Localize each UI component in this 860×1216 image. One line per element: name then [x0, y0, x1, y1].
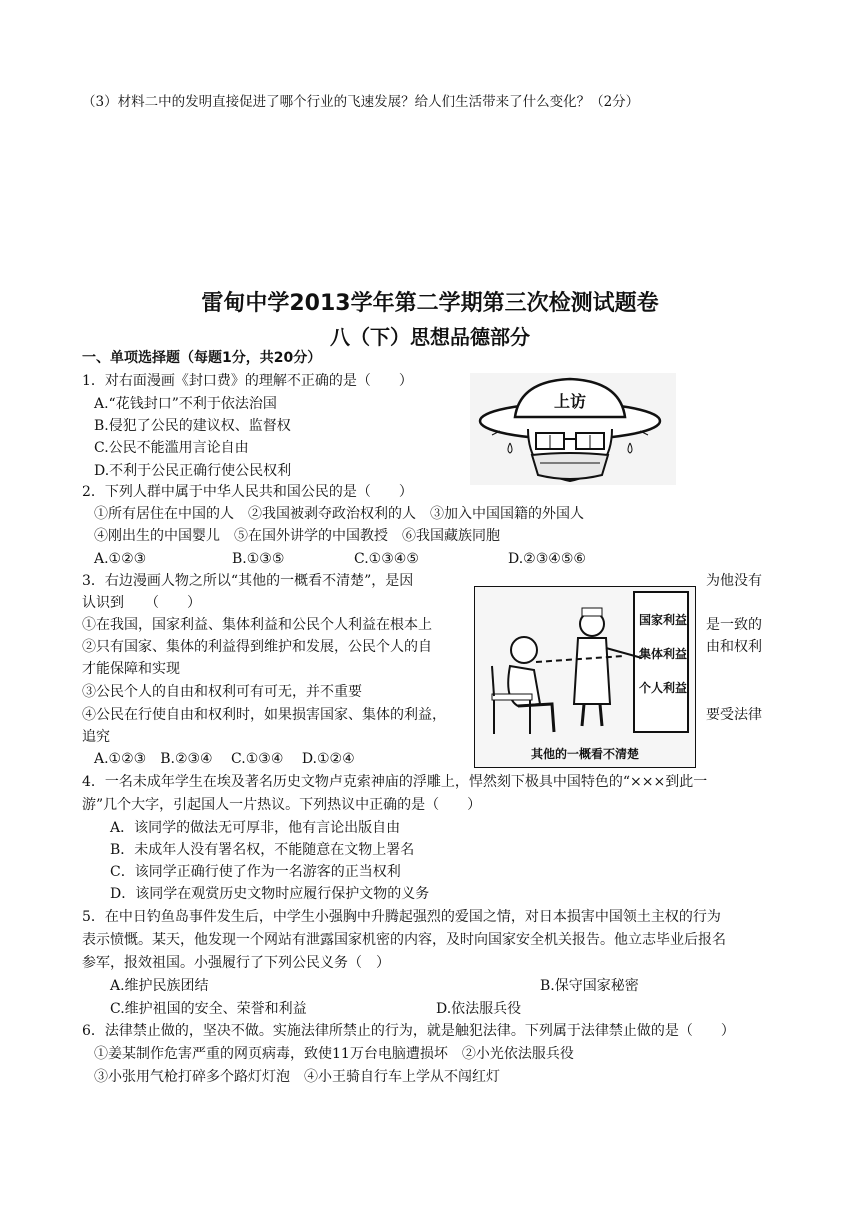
q5-stem-line2: 表示愤慨。某天，他发现一个网站有泄露国家机密的内容，及时向国家安全机关报告。他立志毕业后报名 [82, 932, 726, 948]
q5-option-c: C.维护祖国的安全、荣誉和利益 [110, 1001, 307, 1017]
q3-item2: ②只有国家、集体的利益得到维护和发展，公民个人的自 [82, 639, 432, 655]
q1-option-a: A.“花钱封口”不利于依法治国 [94, 396, 277, 412]
exam-subtitle: 八（下）思想品德部分 [330, 325, 530, 349]
q3-item2-cont: 才能保障和实现 [82, 661, 180, 677]
q3-stem: 3．右边漫画人物之所以“其他的一概看不清楚”，是因 [82, 573, 414, 589]
q3-item4-cont: 追究 [82, 729, 110, 745]
cartoon-caption: 其他的一概看不清楚 [530, 747, 640, 761]
q3-item4: ④公民在行使自由和权利时，如果损害国家、集体的利益， [82, 707, 446, 723]
q3-item1-right: 是一致的 [706, 617, 762, 633]
q2-option-b: B.①③⑤ [232, 551, 285, 567]
cartoon-interests [474, 586, 696, 768]
q4-stem-line2: 游”几个大字，引起国人一片热议。下列热议中正确的是（ ） [82, 797, 482, 813]
q6-items-line1: ①姜某制作危害严重的网页病毒，致使11万台电脑遭损坏 ②小光依法服兵役 [94, 1046, 574, 1062]
q2-option-a: A.①②③ [94, 551, 147, 567]
board-word-personal: 个人利益 [639, 681, 688, 695]
q5-stem-line1: 5．在中日钓鱼岛事件发生后，中学生小强胸中升腾起强烈的爱国之情，对日本损害中国领土主权的行为 [82, 909, 721, 925]
q4-option-d: D．该同学在观赏历史文物时应履行保护文物的义务 [110, 886, 430, 902]
q2-stem: 2．下列人群中属于中华人民共和国公民的是（ ） [82, 484, 413, 500]
q5-option-b: B.保守国家秘密 [540, 978, 639, 994]
q5-stem-line3: 参军，报效祖国。小强履行了下列公民义务（ ） [82, 955, 390, 971]
cartoon-hush-money [470, 373, 676, 485]
q3-stem-cont: 认识到 （ ） [82, 595, 201, 611]
q1-option-b: B.侵犯了公民的建议权、监督权 [94, 418, 291, 434]
q6-items-line2: ③小张用气枪打碎多个路灯灯泡 ④小王骑自行车上学从不闯红灯 [94, 1069, 500, 1085]
board-word-collective: 集体利益 [639, 647, 688, 661]
q1-stem: 1．对右面漫画《封口费》的理解不正确的是（ ） [82, 373, 413, 389]
q3-options: A.①②③ B.②③④ C.①③④ D.①②④ [94, 751, 355, 767]
q3-item4-right: 要受法律 [706, 707, 762, 723]
q5-option-d: D.依法服兵役 [436, 1001, 522, 1017]
q1-option-c: C.公民不能滥用言论自由 [94, 440, 249, 456]
q4-option-a: A．该同学的做法无可厚非，他有言论出版自由 [110, 820, 401, 836]
q2-option-d: D.②③④⑤⑥ [508, 551, 586, 567]
q4-stem-line1: 4．一名未成年学生在埃及著名历史文物卢克索神庙的浮雕上，悍然刻下极具中国特色的“×××到此一 [82, 774, 708, 790]
q2-items-line2: ④刚出生的中国婴儿 ⑤在国外讲学的中国教授 ⑥我国藏族同胞 [94, 528, 500, 544]
q1-option-d: D.不利于公民正确行使公民权利 [94, 463, 292, 479]
q4-option-c: C．该同学正确行使了作为一名游客的正当权利 [110, 864, 401, 880]
q3-stem-right: 为他没有 [706, 573, 762, 589]
q5-option-a: A.维护民族团结 [110, 978, 209, 994]
q4-option-b: B．未成年人没有署名权，不能随意在文物上署名 [110, 842, 415, 858]
exam-title: 雷甸中学2013学年第二学期第三次检测试题卷 [201, 291, 659, 316]
q2-option-c: C.①③④⑤ [354, 551, 419, 567]
carryover-question: （3）材料二中的发明直接促进了哪个行业的飞速发展？给人们生活带来了什么变化？（2分） [82, 94, 640, 110]
q3-item1: ①在我国，国家利益、集体利益和公民个人利益在根本上 [82, 617, 432, 633]
q6-stem: 6．法律禁止做的，坚决不做。实施法律所禁止的行为，就是触犯法律。下列属于法律禁止做的是（ ） [82, 1023, 735, 1039]
board-word-national: 国家利益 [639, 613, 688, 627]
cartoon-hat-text: 上访 [554, 392, 587, 411]
section-heading: 一、单项选择题（每题1分，共20分） [82, 350, 322, 366]
q3-item3: ③公民个人的自由和权利可有可无，并不重要 [82, 684, 362, 700]
q2-items-line1: ①所有居住在中国的人 ②我国被剥夺政治权利的人 ③加入中国国籍的外国人 [94, 506, 584, 522]
q3-item2-right: 由和权利 [706, 639, 762, 655]
